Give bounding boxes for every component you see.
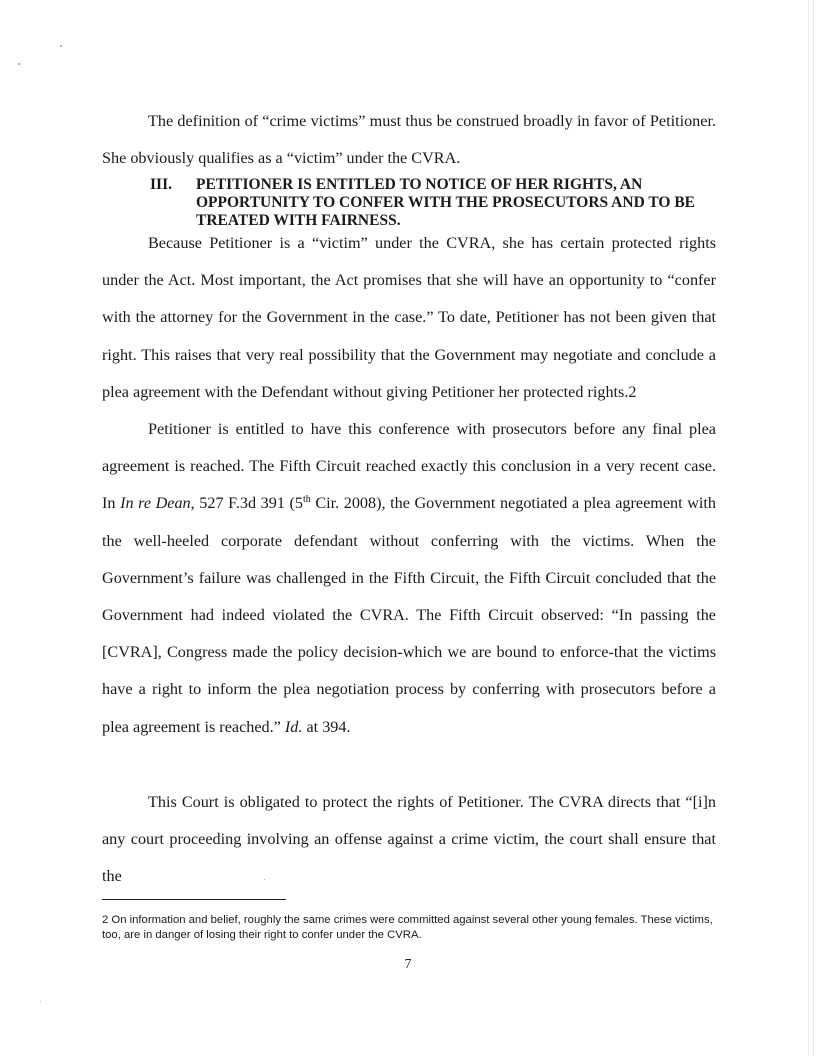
paragraph-court-obligation: This Court is obligated to protect the rights of Petitioner. The CVRA directs that “[i]n any court proceeding involving an offense against a crime victim, the court shall ensure that the	[102, 793, 716, 886]
page-number: 7	[404, 956, 412, 971]
case-citation: In re Dean	[120, 494, 191, 513]
paragraph-conference	[102, 411, 716, 746]
footnote-2: 2 On information and belief, roughly the same crimes were committed against several other young females. These victims, too, are in danger of losing their right to confer under the CVRA.	[102, 914, 713, 941]
citation-text: , 527 F.3d 391 (5	[190, 494, 303, 513]
paragraph-definition: The definition of “crime victims” must thus be construed broadly in favor of Petitioner. She obviously qualifies as a “victim” under the CVRA.	[102, 112, 716, 168]
ordinal-suffix: th	[302, 494, 311, 506]
footnote-separator	[102, 899, 286, 900]
section-number: III.	[150, 176, 172, 193]
pin-cite: at 394.	[302, 717, 351, 736]
scan-edge-line	[808, 0, 809, 1056]
scan-speck	[18, 63, 20, 65]
scan-edge-line	[813, 0, 814, 1056]
paragraph-text: Cir. 2008), the Government negotiated a plea agreement with the well-heeled corporate defendant without conferring with the victims. When the Government’s failure was challenged in the Fifth Circuit, the Fifth Circuit concluded that the Government had indeed violated the CVRA. The Fifth Circuit observed: “In passing the [CVRA], Congress made the policy decision-which we are bound to enforce-that the victims have a right to inform the plea negotiation process by conferring with prosecutors before a plea agreement is reached.”	[102, 494, 716, 736]
id-citation: Id.	[284, 717, 303, 736]
scan-speck	[40, 1001, 41, 1002]
scan-speck	[60, 45, 62, 47]
section-heading	[150, 176, 710, 230]
paragraph-text: Petitioner is entitled to have this conference with prosecutors before any final plea agreement is reached. The Fifth Circuit reached exactly this conclusion in a very recent case. In	[102, 420, 716, 513]
paragraph-rights: Because Petitioner is a “victim” under the CVRA, she has certain protected rights under the Act. Most important, the Act promises that she will have an opportunity to “confer with the attorney for the Government in the case.” To date, Petitioner has not been given that right. This raises that very real possibility that the Government may negotiate and conclude a plea agreement with the Defendant without giving Petitioner her protected rights.2	[102, 234, 716, 401]
section-title: PETITIONER IS ENTITLED TO NOTICE OF HER RIGHTS, AN OPPORTUNITY TO CONFER WITH THE PROSECUTORS AND TO BE TREATED WITH FAIRNESS.	[196, 176, 696, 229]
